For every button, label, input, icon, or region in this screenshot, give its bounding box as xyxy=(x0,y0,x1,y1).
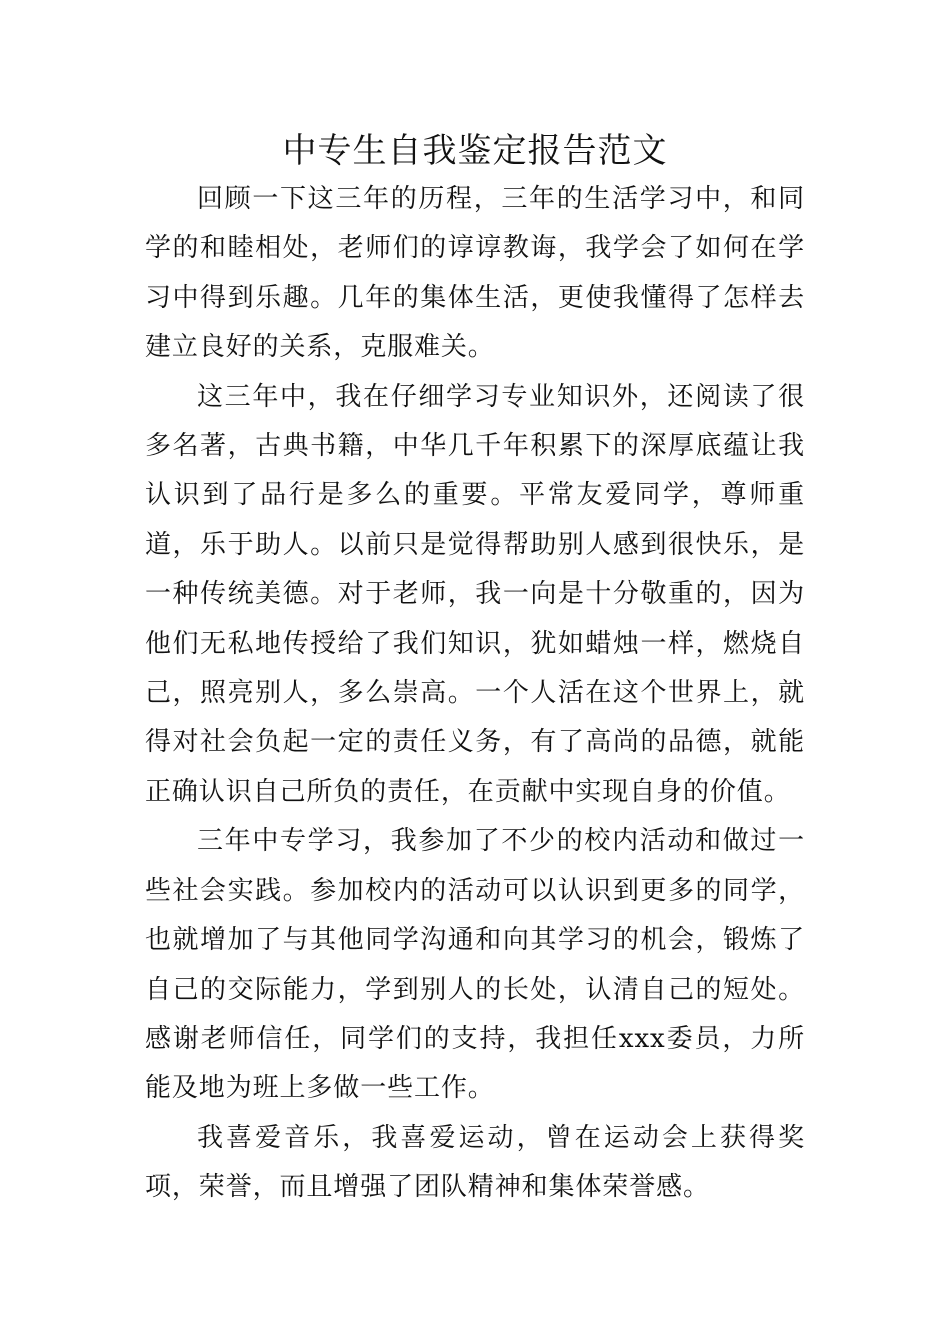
document-title: 中专生自我鉴定报告范文 xyxy=(282,131,668,171)
paragraph-4: 我喜爱音乐，我喜爱运动，曾在运动会上获得奖项，荣誉，而且增强了团队精神和集体荣誉感。 xyxy=(145,1122,805,1203)
paragraph-1: 回顾一下这三年的历程，三年的生活学习中，和同学的和睦相处，老师们的谆谆教诲，我学会了如何在学习中得到乐趣。几年的集体生活，更使我懂得了怎样去建立良好的关系，克服难关。 xyxy=(145,184,805,363)
paragraph-3: 三年中专学习，我参加了不少的校内活动和做过一些社会实践。参加校内的活动可以认识到更多的同学，也就增加了与其他同学沟通和向其学习的机会，锻炼了自己的交际能力，学到别人的长处，认清自己的短处。感谢老师信任，同学们的支持，我担任xxx委员，力所能及地为班上多做一些工作。 xyxy=(145,826,805,1104)
paragraph-2: 这三年中，我在仔细学习专业知识外，还阅读了很多名著，古典书籍，中华几千年积累下的深厚底蕴让我认识到了品行是多么的重要。平常友爱同学，尊师重道，乐于助人。以前只是觉得帮助别人感到很快乐，是一种传统美德。对于老师，我一向是十分敬重的，因为他们无私地传授给了我们知识，犹如蜡烛一样，燃烧自己，照亮别人，多么崇高。一个人活在这个世界上，就得对社会负起一定的责任义务，有了高尚的品德，就能正确认识自己所负的责任，在贡献中实现自身的价值。 xyxy=(145,381,805,807)
document-body xyxy=(145,175,805,1213)
